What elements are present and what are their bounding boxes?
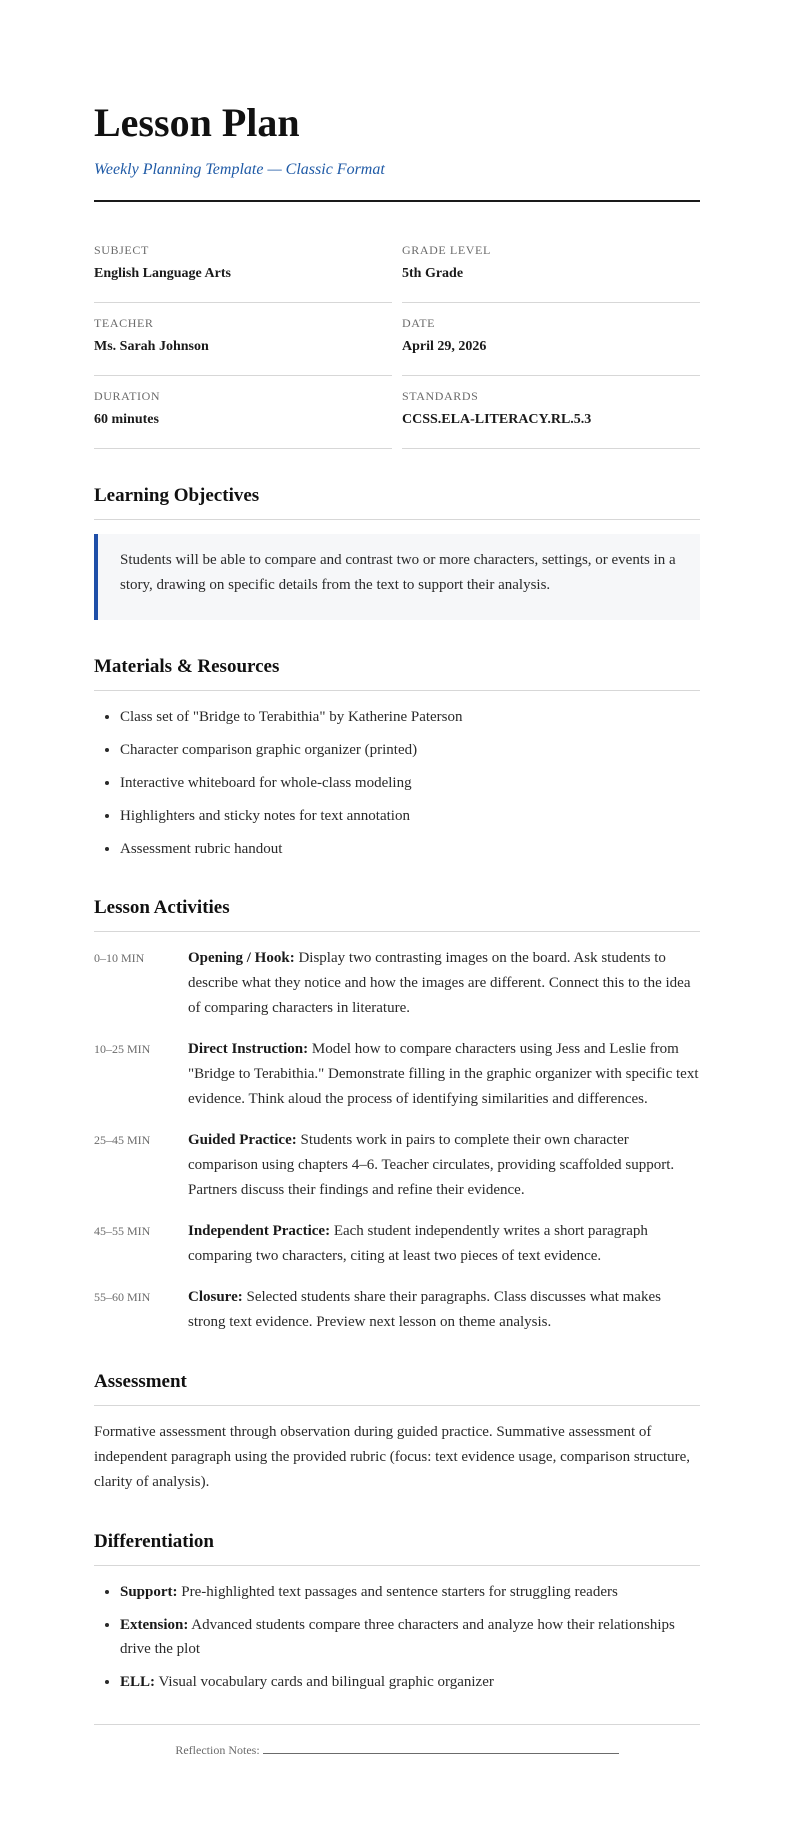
objective-callout: Students will be able to compare and contrast two or more characters, settings, or events in a story, drawing on specific details from the text to support their analysis. [94,534,700,620]
activity-description [188,1128,700,1203]
activity-time: 55–60 MIN [94,1290,151,1304]
activity-description [188,1219,700,1269]
activity-text: Selected students share their paragraphs. Class discusses what makes strong text evidence. Preview next lesson on theme analysis. [188,1289,661,1330]
activity-time: 10–25 MIN [94,1042,151,1056]
activity-description [188,1285,700,1335]
meta-grade-level [402,230,700,303]
activity-text: Students work in pairs to complete their own character comparison using chapters 4–6. Teacher circulates, providing scaffolded support. Partners discuss their findings and refine their evidence. [188,1132,675,1198]
list-item [120,1580,700,1604]
meta-subject [94,230,392,303]
meta-label: SUBJECT [94,243,149,257]
activity-name: Opening / Hook: [188,950,295,966]
materials-list [94,705,700,861]
differentiation-label: Support: [120,1584,178,1600]
meta-value: CCSS.ELA-LITERACY.RL.5.3 [402,412,592,427]
activities-section [94,895,700,1335]
meta-label: TEACHER [94,316,154,330]
meta-label: DURATION [94,389,161,403]
reflection-footer [94,1724,700,1758]
activity-time: 25–45 MIN [94,1133,151,1147]
assessment-section [94,1369,700,1495]
assessment-text: Formative assessment through observation during guided practice. Summative assessment of independent paragraph using the provided rubric (focus: text evidence usage, comparison structure, clarity of analysis). [94,1424,691,1490]
activity-row [94,1285,700,1335]
differentiation-label: ELL: [120,1674,156,1690]
assessment-heading: Assessment [94,1369,700,1406]
page-subtitle: Weekly Planning Template — Classic Format [94,161,385,178]
differentiation-label: Extension: [120,1617,189,1633]
materials-heading: Materials & Resources [94,654,700,691]
meta-value: 5th Grade [402,266,464,281]
meta-date [402,303,700,376]
objectives-heading: Learning Objectives [94,483,700,520]
activity-text: Model how to compare characters using Jess and Leslie from "Bridge to Terabithia." Demonstrate filling in the graphic organizer with specific text evidence. Think aloud the process of identifying similarities and differences. [188,1041,699,1107]
activities-list [94,946,700,1335]
meta-duration [94,376,392,449]
differentiation-heading: Differentiation [94,1529,700,1566]
meta-value: 60 minutes [94,412,159,427]
activity-row [94,1128,700,1203]
differentiation-text: Visual vocabulary cards and bilingual graphic organizer [155,1674,494,1690]
activity-row [94,1037,700,1112]
list-item: • Interactive whiteboard for whole-class modeling [120,771,700,795]
materials-section [94,654,700,861]
meta-value: English Language Arts [94,266,231,281]
activity-description [188,1037,700,1112]
activity-text: Each student independently writes a short paragraph comparing two characters, citing at least two pieces of text evidence. [188,1223,648,1264]
list-item: • Assessment rubric handout [120,837,700,861]
differentiation-text: Advanced students compare three characters and analyze how their relationships drive the plot [120,1617,675,1657]
page-title: Lesson Plan [94,100,300,145]
activity-name: Independent Practice: [188,1223,331,1239]
meta-value: Ms. Sarah Johnson [94,339,209,354]
activity-text: Display two contrasting images on the board. Ask students to describe what they notice and how the images are different. Connect this to the idea of comparing characters in literature. [188,950,691,1016]
activity-description [188,946,700,1021]
reflection-label: Reflection Notes: [175,1743,260,1757]
differentiation-section [94,1529,700,1694]
meta-teacher [94,303,392,376]
list-item: • Character comparison graphic organizer (printed) [120,738,700,762]
list-item [120,1613,700,1661]
lesson-meta-grid [94,230,700,449]
activity-row [94,946,700,1021]
activity-row [94,1219,700,1269]
meta-label: DATE [402,316,436,330]
objectives-section [94,483,700,620]
meta-value: April 29, 2026 [402,339,487,354]
activity-time: 45–55 MIN [94,1224,151,1238]
differentiation-text: Pre-highlighted text passages and sentence starters for struggling readers [177,1584,618,1600]
differentiation-list [94,1580,700,1694]
reflection-write-line [263,1741,619,1754]
list-item [120,1670,700,1694]
activity-name: Direct Instruction: [188,1041,309,1057]
activity-time: 0–10 MIN [94,951,145,965]
list-item: • Highlighters and sticky notes for text annotation [120,804,700,828]
meta-label: GRADE LEVEL [402,243,491,257]
title-divider [94,200,700,202]
activity-name: Guided Practice: [188,1132,297,1148]
list-item: • Class set of "Bridge to Terabithia" by Katherine Paterson [120,705,700,729]
activities-heading: Lesson Activities [94,895,700,932]
meta-label: STANDARDS [402,389,479,403]
activity-name: Closure: [188,1289,243,1305]
meta-standards [402,376,700,449]
